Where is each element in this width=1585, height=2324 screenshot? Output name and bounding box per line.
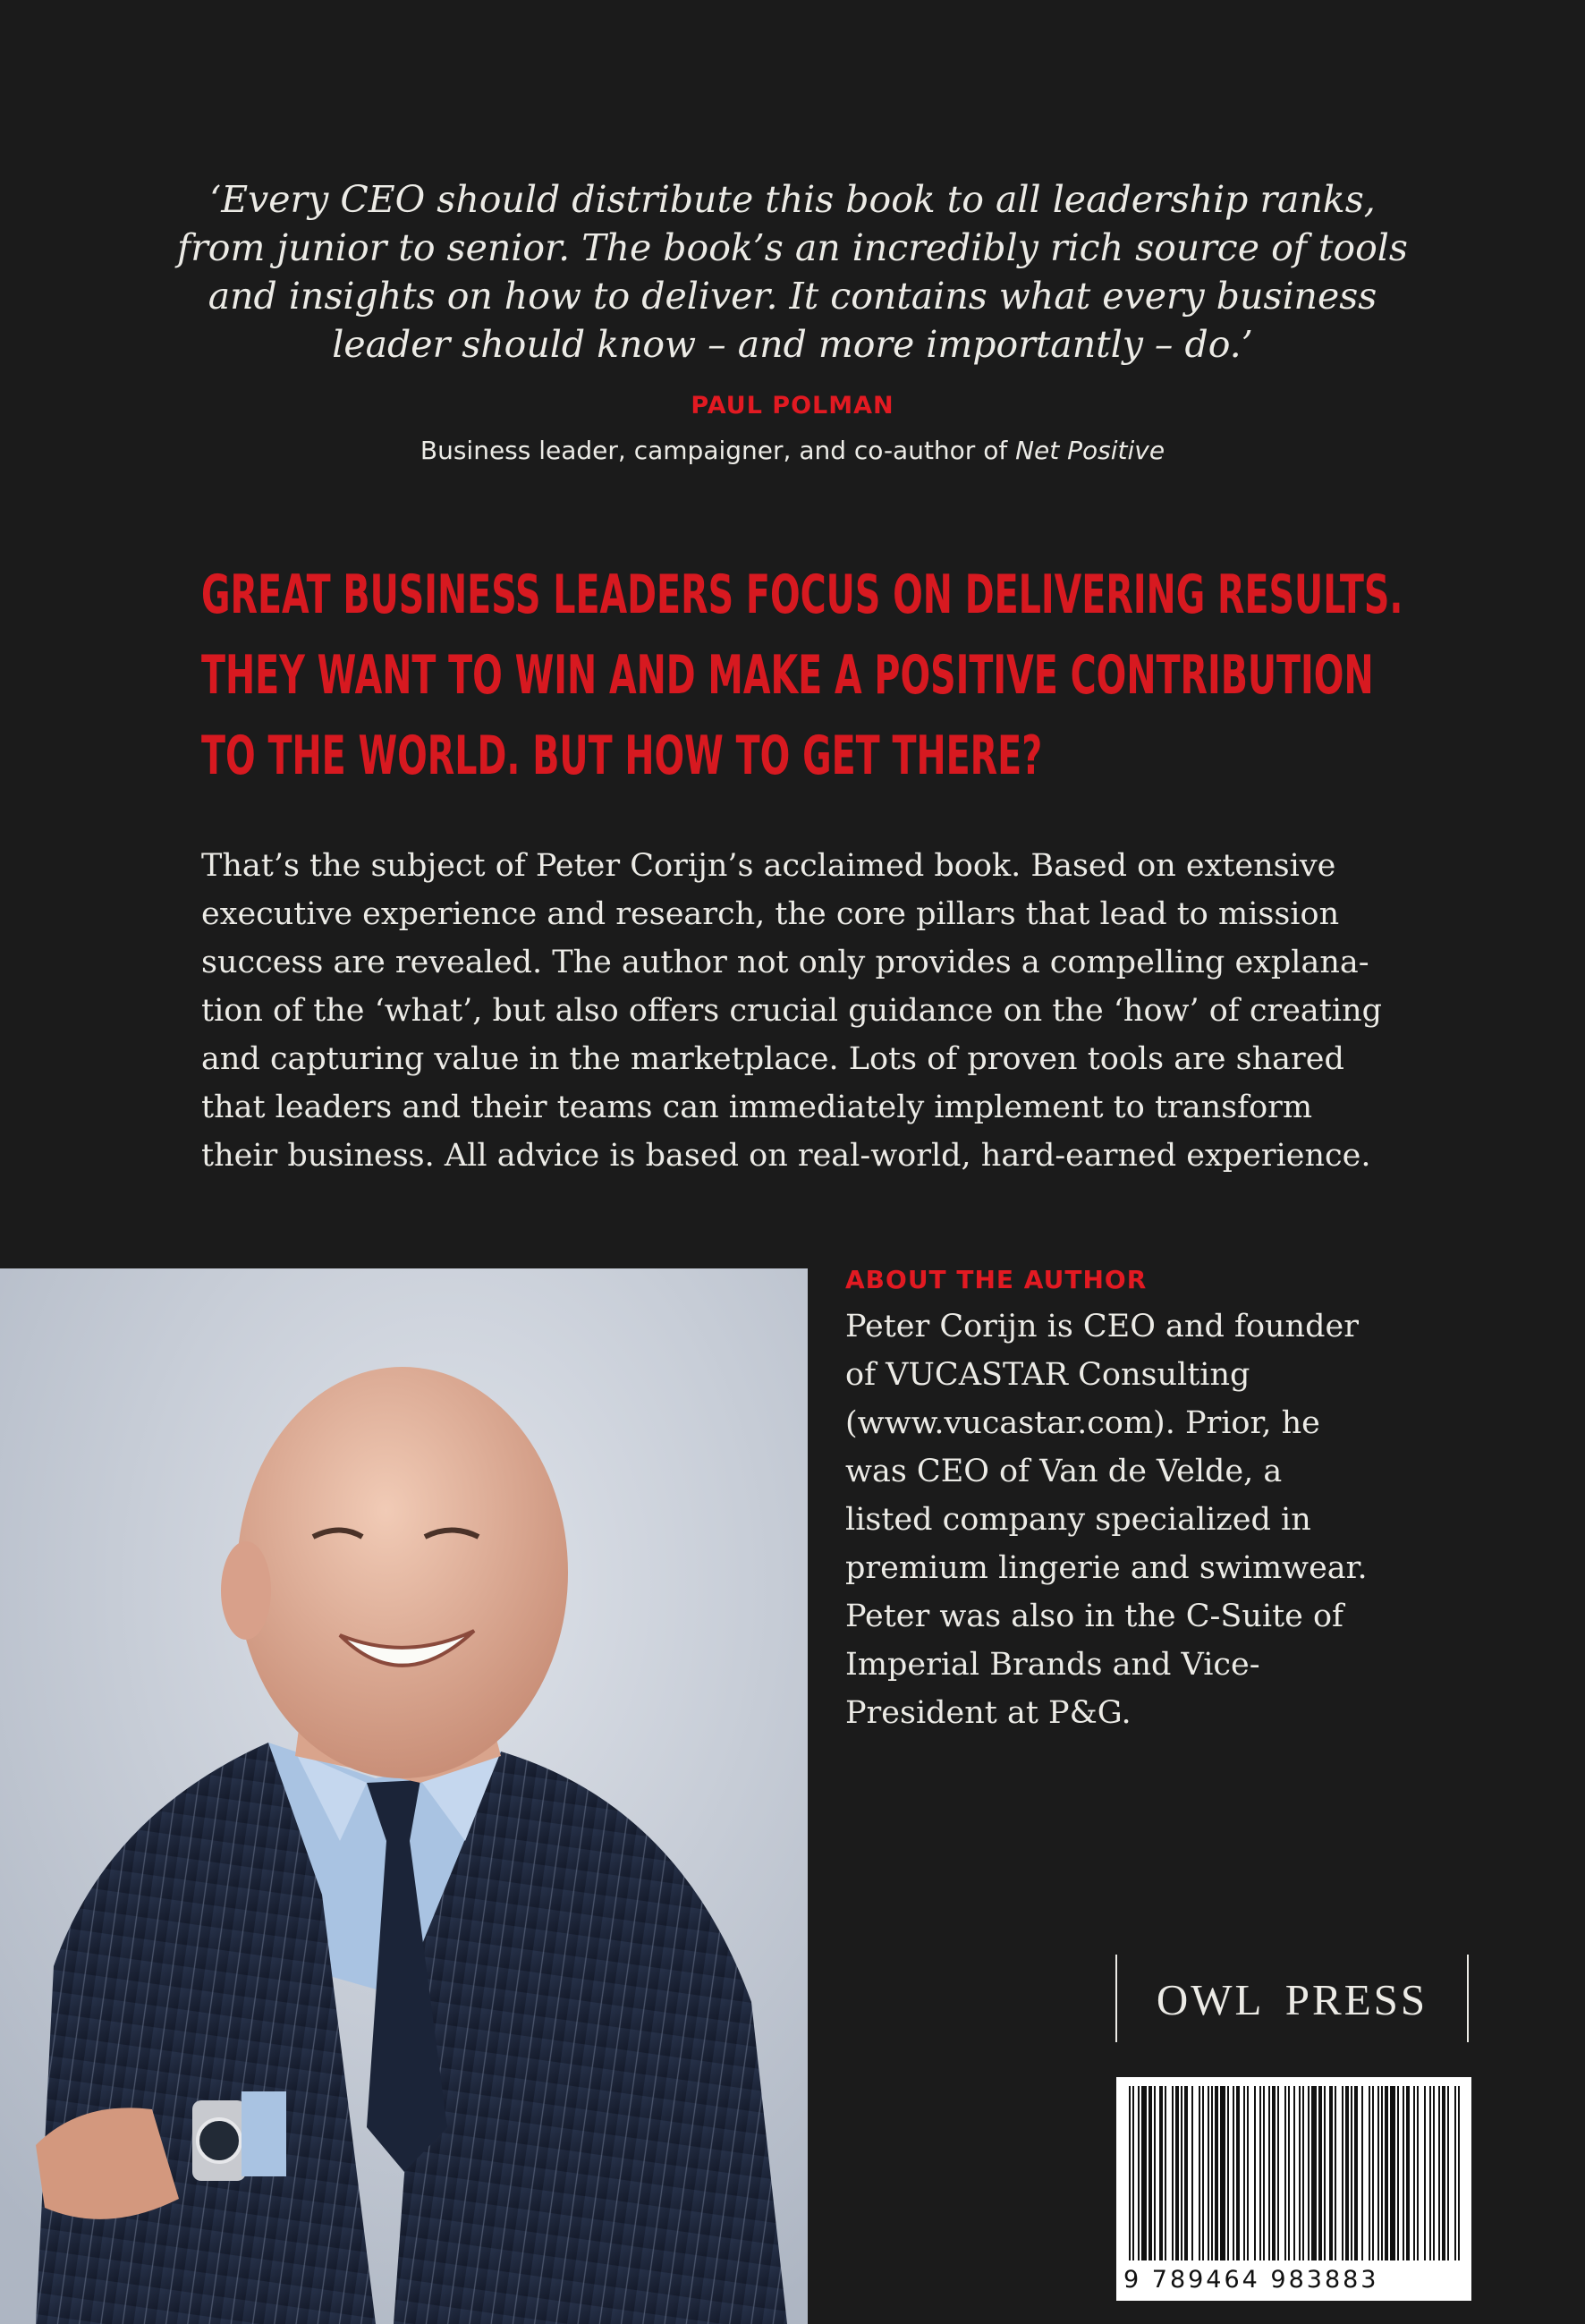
author-photo — [0, 1268, 808, 2324]
barcode-bar — [1181, 2086, 1182, 2260]
barcode-bar — [1299, 2086, 1301, 2260]
barcode-bar — [1403, 2086, 1404, 2260]
logo-right-rule — [1467, 1955, 1469, 2042]
quote-role-book-title: Net Positive — [1015, 436, 1165, 465]
barcode-bar — [1236, 2086, 1240, 2260]
quote-text — [152, 175, 1433, 369]
barcode-bar — [1191, 2086, 1193, 2260]
barcode-bar — [1132, 2086, 1134, 2260]
barcode-bar — [1215, 2086, 1218, 2260]
barcode-bar — [1454, 2086, 1456, 2260]
barcode-bar — [1129, 2086, 1131, 2260]
barcode-bar — [1429, 2086, 1431, 2260]
barcode-bar — [1159, 2086, 1163, 2260]
barcode-bar — [1351, 2086, 1352, 2260]
barcode-bar — [1263, 2086, 1265, 2260]
about-line: President at P&G. — [845, 1695, 1132, 1731]
quote-role-prefix: Business leader, campaigner, and co-author of — [420, 436, 1016, 465]
barcode-bar — [1342, 2086, 1343, 2260]
barcode-bar — [1329, 2086, 1333, 2260]
description-line: executive experience and research, the core pillars that lead to mission — [201, 896, 1340, 932]
barcode-bar — [1361, 2086, 1363, 2260]
barcode-bar — [1324, 2086, 1326, 2260]
about-line: Peter was also in the C-Suite of — [845, 1599, 1344, 1634]
about-author-text — [845, 1302, 1454, 1737]
publisher-name: OWL PRESS — [1156, 1975, 1428, 2024]
publisher-logo — [1115, 1955, 1469, 2042]
headline-line: GREAT BUSINESS LEADERS FOCUS ON DELIVERING RESULTS. — [201, 564, 1403, 626]
barcode-bar — [1372, 2086, 1374, 2260]
barcode-bar — [1268, 2086, 1270, 2260]
description-line: and capturing value in the marketplace. Lots of proven tools are shared — [201, 1041, 1344, 1077]
barcode-bar — [1442, 2086, 1445, 2260]
barcode-bar — [1243, 2086, 1245, 2260]
barcode-bar — [1458, 2086, 1460, 2260]
book-description — [201, 842, 1404, 1180]
headline-line: THEY WANT TO WIN AND MAKE A POSITIVE CONTRIBUTION — [201, 644, 1374, 707]
barcode-bar — [1272, 2086, 1276, 2260]
barcode-bar — [1259, 2086, 1261, 2260]
barcode-bar — [1385, 2086, 1388, 2260]
barcode-bar — [1438, 2086, 1440, 2260]
barcode-bar — [1148, 2086, 1152, 2260]
barcode-bar — [1233, 2086, 1234, 2260]
quote-line: and insights on how to deliver. It contains what every business — [208, 275, 1377, 318]
barcode-bar — [1397, 2086, 1399, 2260]
about-line: Peter Corijn is CEO and founder — [845, 1309, 1359, 1344]
quote-author-role — [152, 436, 1433, 465]
isbn-barcode — [1116, 2077, 1471, 2301]
barcode-bar — [1406, 2086, 1410, 2260]
barcode-bar — [1377, 2086, 1379, 2260]
barcode-bar — [1138, 2086, 1140, 2260]
about-author-heading: ABOUT THE AUTHOR — [845, 1265, 1148, 1294]
barcode-bar — [1335, 2086, 1336, 2260]
quote-line: leader should know – and more importantly – do.’ — [332, 323, 1253, 366]
about-line: (www.vucastar.com). Prior, he — [845, 1405, 1320, 1441]
barcode-bar — [1284, 2086, 1286, 2260]
barcode-bar — [1199, 2086, 1200, 2260]
quote-line: from junior to senior. The book’s an incredibly rich source of tools — [177, 226, 1408, 269]
barcode-bar — [1413, 2086, 1415, 2260]
about-line: was CEO of Van de Velde, a — [845, 1454, 1283, 1489]
isbn-number: 9 789464 983883 — [1123, 2266, 1379, 2294]
barcode-bar — [1390, 2086, 1395, 2260]
barcode-bar — [1318, 2086, 1322, 2260]
description-line: success are revealed. The author not only provides a compelling explana- — [201, 945, 1369, 980]
barcode-bar — [1184, 2086, 1188, 2260]
barcode-bar — [1433, 2086, 1435, 2260]
barcode-bar — [1417, 2086, 1419, 2260]
barcode-bar — [1369, 2086, 1370, 2260]
barcode-bar — [1227, 2086, 1229, 2260]
barcode-bar — [1154, 2086, 1156, 2260]
quote-author: PAUL POLMAN — [691, 392, 894, 420]
barcode-bar — [1345, 2086, 1349, 2260]
barcode-bar — [1202, 2086, 1204, 2260]
description-line: that leaders and their teams can immediately implement to transform — [201, 1090, 1313, 1125]
barcode-bar — [1424, 2086, 1426, 2260]
barcode-bars — [1116, 2077, 1471, 2267]
barcode-bar — [1165, 2086, 1166, 2260]
barcode-bar — [1354, 2086, 1358, 2260]
headline — [201, 555, 1403, 796]
description-line: their business. All advice is based on real-world, hard-earned experience. — [201, 1138, 1371, 1174]
barcode-bar — [1308, 2086, 1310, 2260]
barcode-bar — [1211, 2086, 1213, 2260]
barcode-bar — [1293, 2086, 1295, 2260]
about-line: listed company specialized in — [845, 1502, 1311, 1538]
about-line: of VUCASTAR Consulting — [845, 1357, 1250, 1393]
barcode-bar — [1254, 2086, 1256, 2260]
barcode-bar — [1208, 2086, 1209, 2260]
barcode-bar — [1141, 2086, 1147, 2260]
barcode-bar — [1311, 2086, 1317, 2260]
barcode-bar — [1288, 2086, 1290, 2260]
description-line: tion of the ‘what’, but also offers crucial guidance on the ‘how’ of creating — [201, 993, 1383, 1029]
barcode-bar — [1277, 2086, 1279, 2260]
description-line: That’s the subject of Peter Corijn’s acclaimed book. Based on extensive — [201, 848, 1336, 884]
barcode-bar — [1247, 2086, 1249, 2260]
barcode-bar — [1220, 2086, 1225, 2260]
about-line: premium lingerie and swimwear. — [845, 1550, 1368, 1586]
barcode-bar — [1447, 2086, 1449, 2260]
barcode-bar — [1175, 2086, 1179, 2260]
headline-line: TO THE WORLD. BUT HOW TO GET THERE? — [201, 725, 1043, 787]
barcode-bar — [1302, 2086, 1304, 2260]
barcode-bar — [1172, 2086, 1174, 2260]
about-line: Imperial Brands and Vice- — [845, 1647, 1260, 1683]
barcode-bar — [1381, 2086, 1383, 2260]
quote-line: ‘Every CEO should distribute this book to all leadership ranks, — [209, 178, 1376, 221]
